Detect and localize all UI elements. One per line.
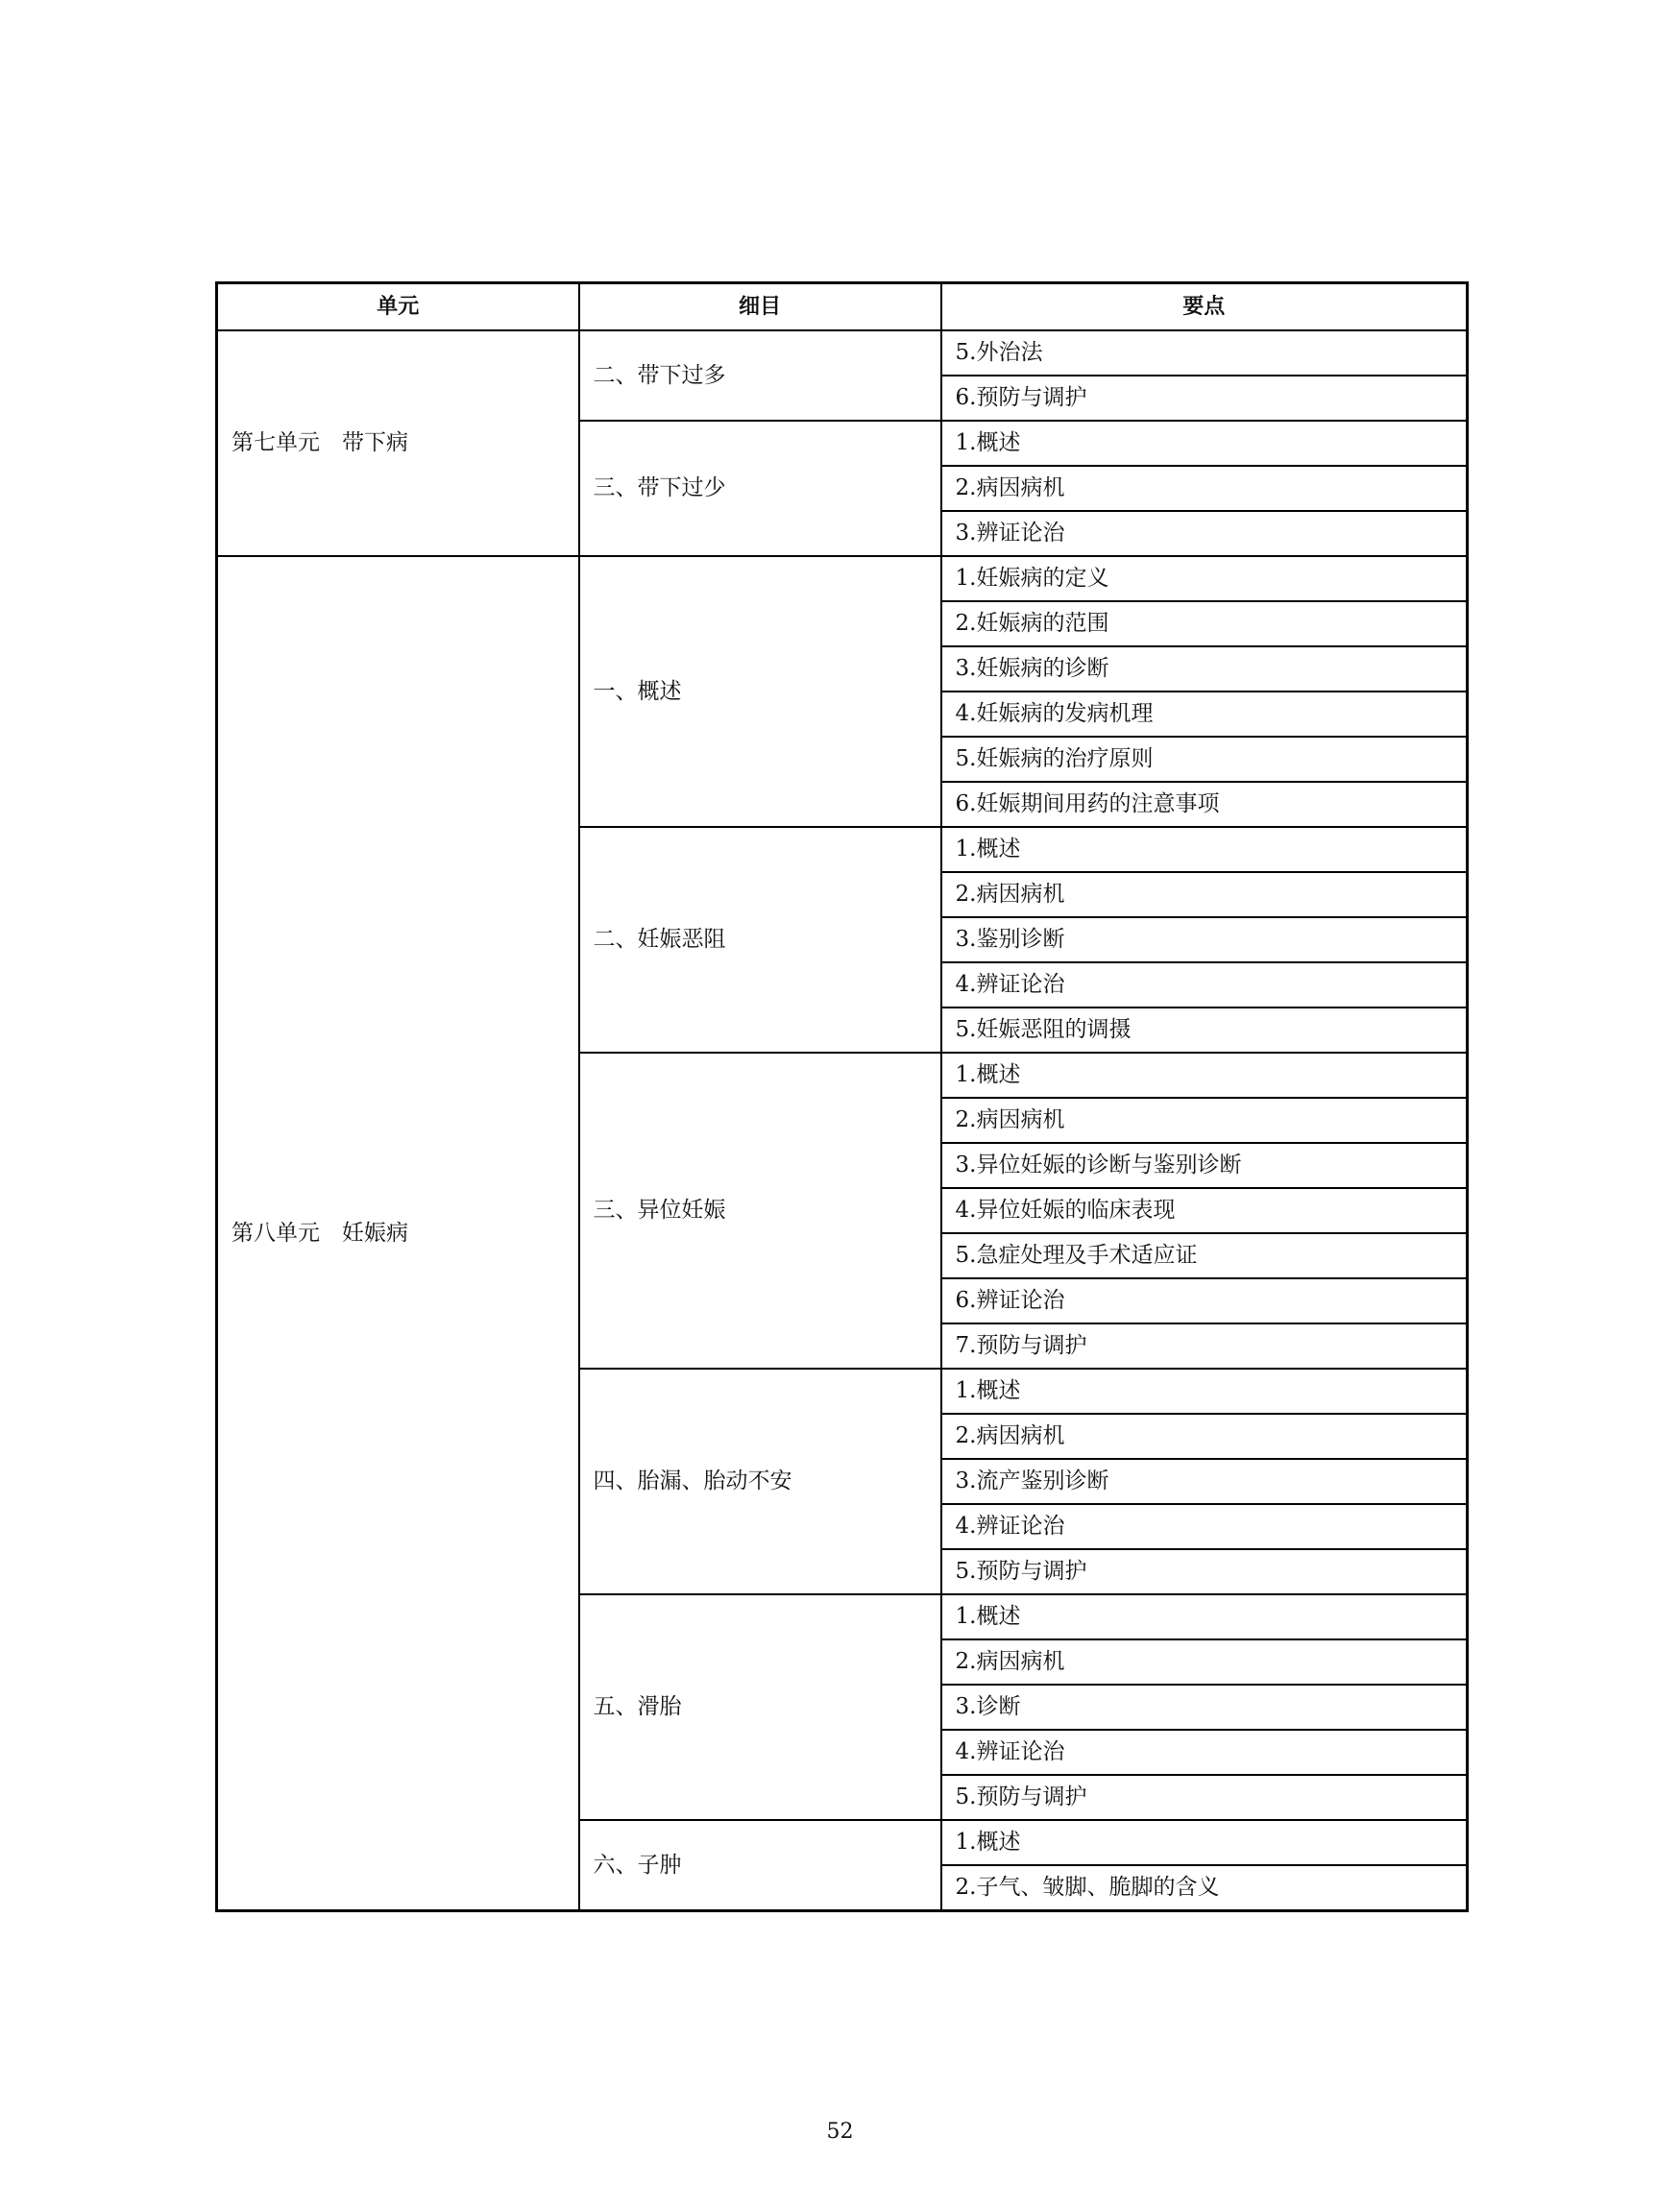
table-body [217,330,1468,1911]
point-cell: 2.妊娠病的范围 [941,601,1468,646]
point-cell: 1.概述 [941,1594,1468,1639]
item-cell: 二、妊娠恶阻 [579,827,941,1053]
point-cell: 1.概述 [941,827,1468,872]
point-cell: 5.妊娠恶阻的调摄 [941,1007,1468,1053]
item-cell: 二、带下过多 [579,330,941,421]
unit-cell: 第八单元 妊娠病 [217,556,579,1911]
syllabus-table [215,281,1469,1912]
point-cell: 3.异位妊娠的诊断与鉴别诊断 [941,1143,1468,1188]
page-number: 52 [826,2120,854,2144]
table-header-row [217,283,1468,331]
point-cell: 2.病因病机 [941,872,1468,917]
point-cell: 4.妊娠病的发病机理 [941,692,1468,737]
table-row [217,330,1468,376]
point-cell: 5.妊娠病的治疗原则 [941,737,1468,782]
point-cell: 4.辨证论治 [941,1504,1468,1549]
point-cell: 1.概述 [941,1820,1468,1865]
item-cell: 五、滑胎 [579,1594,941,1820]
point-cell: 5.急症处理及手术适应证 [941,1233,1468,1278]
point-cell: 3.流产鉴别诊断 [941,1459,1468,1504]
header-unit: 单元 [217,283,579,331]
point-cell: 5.预防与调护 [941,1775,1468,1820]
point-cell: 1.概述 [941,421,1468,466]
point-cell: 3.诊断 [941,1685,1468,1730]
point-cell: 3.辨证论治 [941,511,1468,556]
point-cell: 7.预防与调护 [941,1323,1468,1369]
point-cell: 2.子气、皱脚、脆脚的含义 [941,1865,1468,1911]
item-cell: 六、子肿 [579,1820,941,1911]
point-cell: 4.辨证论治 [941,962,1468,1007]
item-cell: 三、异位妊娠 [579,1053,941,1369]
point-cell: 4.异位妊娠的临床表现 [941,1188,1468,1233]
point-cell: 6.辨证论治 [941,1278,1468,1323]
item-cell: 一、概述 [579,556,941,827]
point-cell: 1.妊娠病的定义 [941,556,1468,601]
point-cell: 5.预防与调护 [941,1549,1468,1594]
point-cell: 4.辨证论治 [941,1730,1468,1775]
table-row [217,556,1468,601]
point-cell: 3.妊娠病的诊断 [941,646,1468,692]
item-cell: 三、带下过少 [579,421,941,556]
point-cell: 1.概述 [941,1053,1468,1098]
header-item: 细目 [579,283,941,331]
point-cell: 6.预防与调护 [941,376,1468,421]
point-cell: 2.病因病机 [941,466,1468,511]
point-cell: 5.外治法 [941,330,1468,376]
point-cell: 1.概述 [941,1369,1468,1414]
item-cell: 四、胎漏、胎动不安 [579,1369,941,1594]
header-point: 要点 [941,283,1468,331]
point-cell: 3.鉴别诊断 [941,917,1468,962]
point-cell: 2.病因病机 [941,1414,1468,1459]
point-cell: 6.妊娠期间用药的注意事项 [941,782,1468,827]
unit-cell: 第七单元 带下病 [217,330,579,556]
point-cell: 2.病因病机 [941,1098,1468,1143]
point-cell: 2.病因病机 [941,1639,1468,1685]
